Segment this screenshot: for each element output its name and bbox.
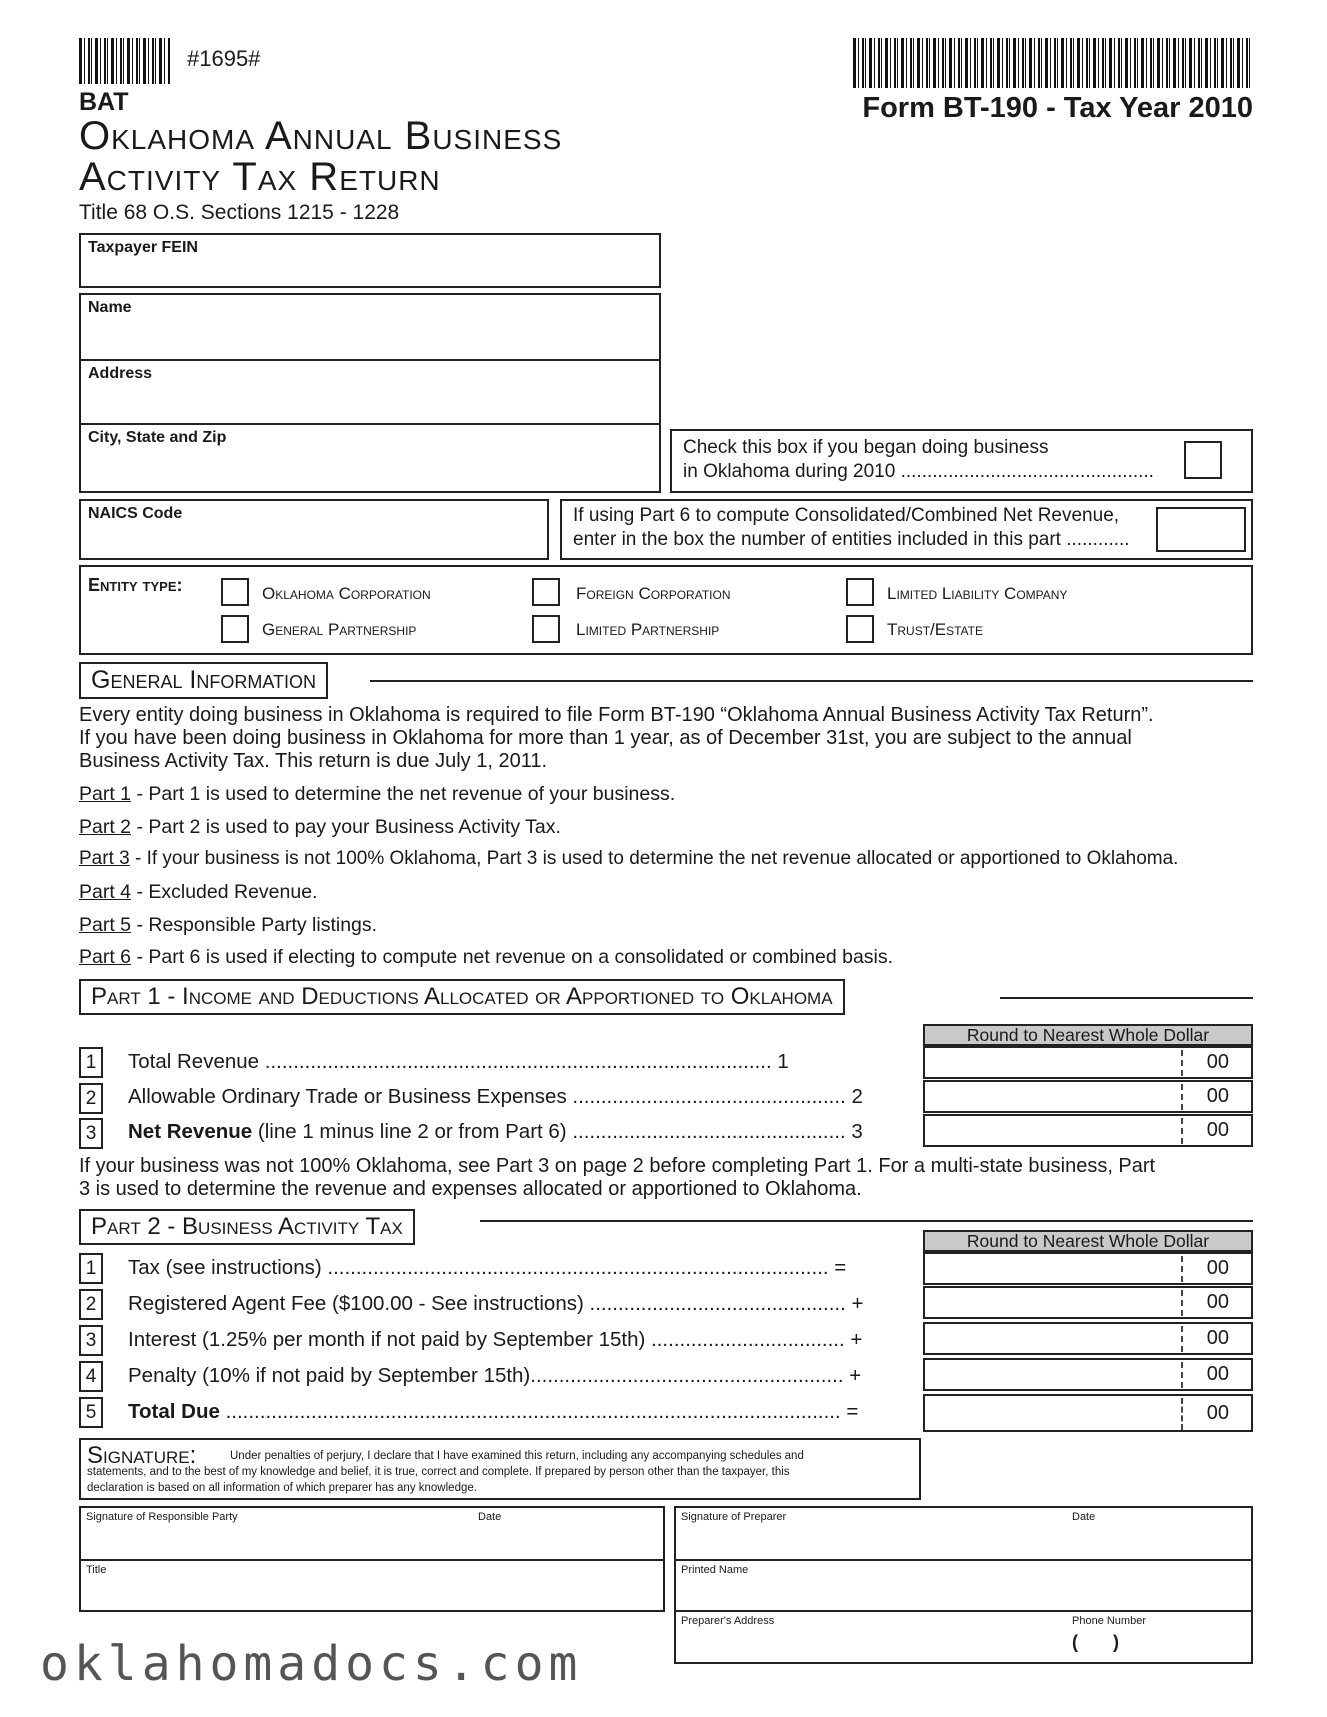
part2-line3-num: 3 [79,1325,103,1356]
began-line1: Check this box if you began doing business [683,437,1049,458]
general-partnership-checkbox[interactable] [221,615,249,643]
barcode-left [79,38,171,84]
name-label: Name [88,299,132,316]
part2-line2-text: Registered Agent Fee ($100.00 - See instructions) ............................................. + [128,1292,864,1315]
began-business-box [670,429,1253,493]
address-field[interactable] [79,359,661,425]
signature-decl-l1: Under penalties of perjury, I declare that I have examined this return, including any accompanying schedules and [230,1450,804,1462]
part1-line2-num: 2 [79,1083,103,1114]
fein-field[interactable] [79,233,661,288]
total-revenue-input[interactable]: 00 [923,1046,1253,1079]
part4-desc: Part 4 - Excluded Revenue. [79,881,318,903]
printed-name-field[interactable] [674,1559,1253,1612]
part1-round-header: Round to Nearest Whole Dollar [923,1024,1253,1046]
foreign-corporation-label: Foreign Corporation [576,584,731,603]
signature-heading: Signature: [87,1442,197,1469]
responsible-party-signature-field[interactable] [79,1506,665,1561]
net-revenue-input[interactable]: 00 [923,1114,1253,1147]
llc-checkbox[interactable] [846,578,874,606]
part1-line3-num: 3 [79,1118,103,1149]
bat-label: BAT [79,88,129,116]
city-label: City, State and Zip [88,429,227,446]
signature-decl-l2: statements, and to the best of my knowledge and belief, it is true, correct and complete. If prepared by person other than the taxpayer, this [87,1466,790,1478]
part2-line1-text: Tax (see instructions) ........................................................................................ = [128,1256,847,1279]
part6-line1: If using Part 6 to compute Consolidated/Combined Net Revenue, [573,505,1120,526]
foreign-corporation-checkbox[interactable] [532,578,560,606]
phone-label: Phone Number [1072,1615,1146,1627]
naics-field[interactable] [79,499,549,560]
general-para-l1: Every entity doing business in Oklahoma is required to file Form BT-190 “Oklahoma Annual Business Activity Tax Return”. [79,704,1154,726]
part2-line1-num: 1 [79,1253,103,1284]
signature-decl-l3: declaration is based on all information of which preparer has any knowledge. [87,1482,477,1494]
address-label: Address [88,365,153,382]
barcode-right [853,38,1253,88]
city-field[interactable] [79,423,661,493]
entity-type-label: Entity type: [88,575,183,595]
limited-partnership-label: Limited Partnership [576,620,720,639]
part2-line5-text: Total Due ............................................................................................................ = [128,1400,859,1423]
began-business-checkbox[interactable] [1184,441,1222,479]
part1-rule [1000,997,1253,999]
resp-date-label: Date [478,1511,502,1523]
entity-count-input[interactable] [1156,507,1246,552]
oklahoma-corporation-label: Oklahoma Corporation [262,584,431,603]
form-code: #1695# [187,46,261,71]
watermark: oklahomadocs.com [40,1636,583,1692]
preparer-signature-field[interactable] [674,1506,1253,1561]
oklahoma-corporation-checkbox[interactable] [221,578,249,606]
interest-input[interactable]: 00 [923,1322,1253,1355]
business-expenses-input[interactable]: 00 [923,1080,1253,1113]
phone-paren: ( ) [1072,1632,1119,1652]
part1-note-l1: If your business was not 100% Oklahoma, see Part 3 on page 2 before completing Part 1. For a multi-state business, Part [79,1155,1156,1177]
page-title-line1: Oklahoma Annual Business [79,114,563,158]
name-field[interactable] [79,293,661,361]
penalty-input[interactable]: 00 [923,1358,1253,1391]
part1-heading: Part 1 - Income and Deductions Allocated or Apportioned to Oklahoma [79,979,845,1015]
signature-declaration [79,1438,921,1500]
resp-party-label: Signature of Responsible Party [86,1511,238,1523]
part1-line1-text: Total Revenue ......................................................................................... 1 [128,1050,789,1073]
agent-fee-input[interactable]: 00 [923,1286,1253,1319]
tax-input[interactable]: 00 [923,1252,1253,1285]
part1-line2-text: Allowable Ordinary Trade or Business Expenses ................................................ 2 [128,1085,863,1108]
entity-type-box [79,565,1253,655]
page-title-line2: Activity Tax Return [79,155,441,199]
statute: Title 68 O.S. Sections 1215 - 1228 [79,201,400,224]
general-partnership-label: General Partnership [262,620,417,639]
general-para-l2: If you have been doing business in Oklahoma for more than 1 year, as of December 31st, you are subject to the annual [79,727,1132,749]
title-label: Title [86,1564,107,1576]
part2-line4-num: 4 [79,1361,103,1392]
part6-line2: enter in the box the number of entities included in this part ............ [573,529,1130,550]
general-para-l3: Business Activity Tax. This return is due July 1, 2011. [79,750,548,772]
form-id: Form BT-190 - Tax Year 2010 [862,92,1253,124]
part6-entities-box [560,499,1253,560]
part2-heading: Part 2 - Business Activity Tax [79,1209,415,1245]
part1-desc: Part 1 - Part 1 is used to determine the net revenue of your business. [79,783,676,805]
part2-line5-num: 5 [79,1397,103,1428]
printed-name-label: Printed Name [681,1564,749,1576]
trust-estate-label: Trust/Estate [887,620,984,639]
general-rule [370,680,1253,682]
part2-line4-text: Penalty (10% if not paid by September 15th)....................................................... + [128,1364,862,1387]
began-line2: in Oklahoma during 2010 ................................................ [683,461,1154,482]
part2-line2-num: 2 [79,1289,103,1320]
part3-desc: Part 3 - If your business is not 100% Oklahoma, Part 3 is used to determine the net revenue allocated or apportioned to Oklahoma. [79,848,1179,869]
fein-label: Taxpayer FEIN [88,239,198,256]
part1-line3-text: Net Revenue (line 1 minus line 2 or from Part 6) ................................................ 3 [128,1120,863,1143]
naics-label: NAICS Code [88,505,183,522]
total-due-input[interactable]: 00 [923,1394,1253,1432]
part2-rule [480,1220,1253,1222]
trust-estate-checkbox[interactable] [846,615,874,643]
limited-partnership-checkbox[interactable] [532,615,560,643]
preparer-address-label: Preparer's Address [681,1615,775,1627]
general-heading: General Information [79,662,328,699]
preparer-address-field[interactable] [674,1610,1253,1664]
part1-note-l2: 3 is used to determine the revenue and expenses allocated or apportioned to Oklahoma. [79,1178,862,1200]
llc-label: Limited Liability Company [887,584,1068,603]
preparer-date-label: Date [1072,1511,1096,1523]
part2-desc: Part 2 - Part 2 is used to pay your Business Activity Tax. [79,816,561,838]
part2-line3-text: Interest (1.25% per month if not paid by September 15th) .................................. + [128,1328,863,1351]
part5-desc: Part 5 - Responsible Party listings. [79,914,378,936]
part1-line1-num: 1 [79,1047,103,1078]
title-field[interactable] [79,1559,665,1612]
part2-round-header: Round to Nearest Whole Dollar [923,1230,1253,1252]
part6-desc: Part 6 - Part 6 is used if electing to compute net revenue on a consolidated or combined basis. [79,946,894,968]
preparer-sig-label: Signature of Preparer [681,1511,787,1523]
